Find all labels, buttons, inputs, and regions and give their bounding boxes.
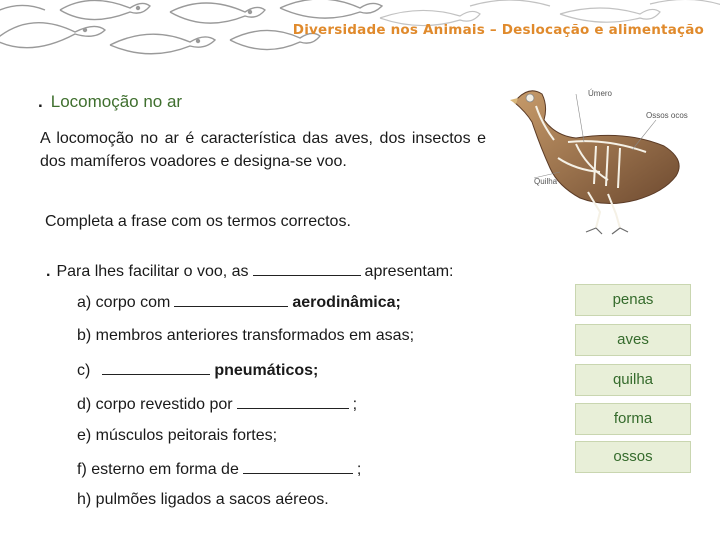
item-c-text: c) <box>77 362 91 379</box>
item-a-bold: aerodinâmica; <box>292 294 401 311</box>
item-d-text-end: ; <box>352 396 358 413</box>
banner-title: Diversidade nos Animais – Deslocação e alimentação <box>292 22 704 38</box>
term-forma[interactable]: forma <box>575 403 691 435</box>
item-c-bold: pneumáticos; <box>214 362 319 379</box>
label-quilha: Quilha <box>534 177 558 186</box>
term-aves[interactable]: aves <box>575 324 691 356</box>
header-banner <box>0 0 720 58</box>
answer-blank[interactable] <box>237 394 349 409</box>
item-d <box>77 394 357 414</box>
item-a <box>77 292 401 312</box>
question-text: Para lhes facilitar o voo, as <box>56 263 249 280</box>
question-text-end: apresentam: <box>364 263 454 280</box>
label-umero: Úmero <box>588 89 613 98</box>
bullet: . <box>46 263 51 280</box>
item-c <box>77 360 318 380</box>
intro-paragraph <box>40 127 486 173</box>
section-title-text: Locomoção no ar <box>50 92 183 111</box>
item-h: h) pulmões ligados a sacos aéreos. <box>77 491 329 508</box>
item-b: b) membros anteriores transformados em asas; <box>77 327 415 344</box>
intro-text-end: . <box>342 153 347 170</box>
term-quilha[interactable]: quilha <box>575 364 691 396</box>
answer-blank[interactable] <box>174 292 288 307</box>
label-ossos-ocos: Ossos ocos <box>646 111 688 120</box>
intro-text: A locomoção no ar é característica das aves, dos insectos e dos mamíferos voadores e designa-se <box>40 130 486 170</box>
answer-blank[interactable] <box>102 360 210 375</box>
question-line <box>46 261 453 281</box>
item-a-text: a) corpo com <box>77 294 171 311</box>
instruction-text: Completa a frase com os termos correctos. <box>45 213 351 230</box>
bullet: . <box>38 92 43 111</box>
term-penas[interactable]: penas <box>575 284 691 316</box>
answer-blank[interactable] <box>253 261 361 276</box>
item-d-text: d) corpo revestido por <box>77 396 233 413</box>
intro-highlight: voo <box>316 153 343 170</box>
item-e: e) músculos peitorais fortes; <box>77 427 278 444</box>
answer-blank[interactable] <box>243 459 353 474</box>
item-f <box>77 459 361 479</box>
bird-skeleton-figure <box>496 80 720 240</box>
term-ossos[interactable]: ossos <box>575 441 691 473</box>
item-f-text: f) esterno em forma de <box>77 461 239 478</box>
section-title <box>38 92 182 112</box>
item-f-text-end: ; <box>356 461 362 478</box>
